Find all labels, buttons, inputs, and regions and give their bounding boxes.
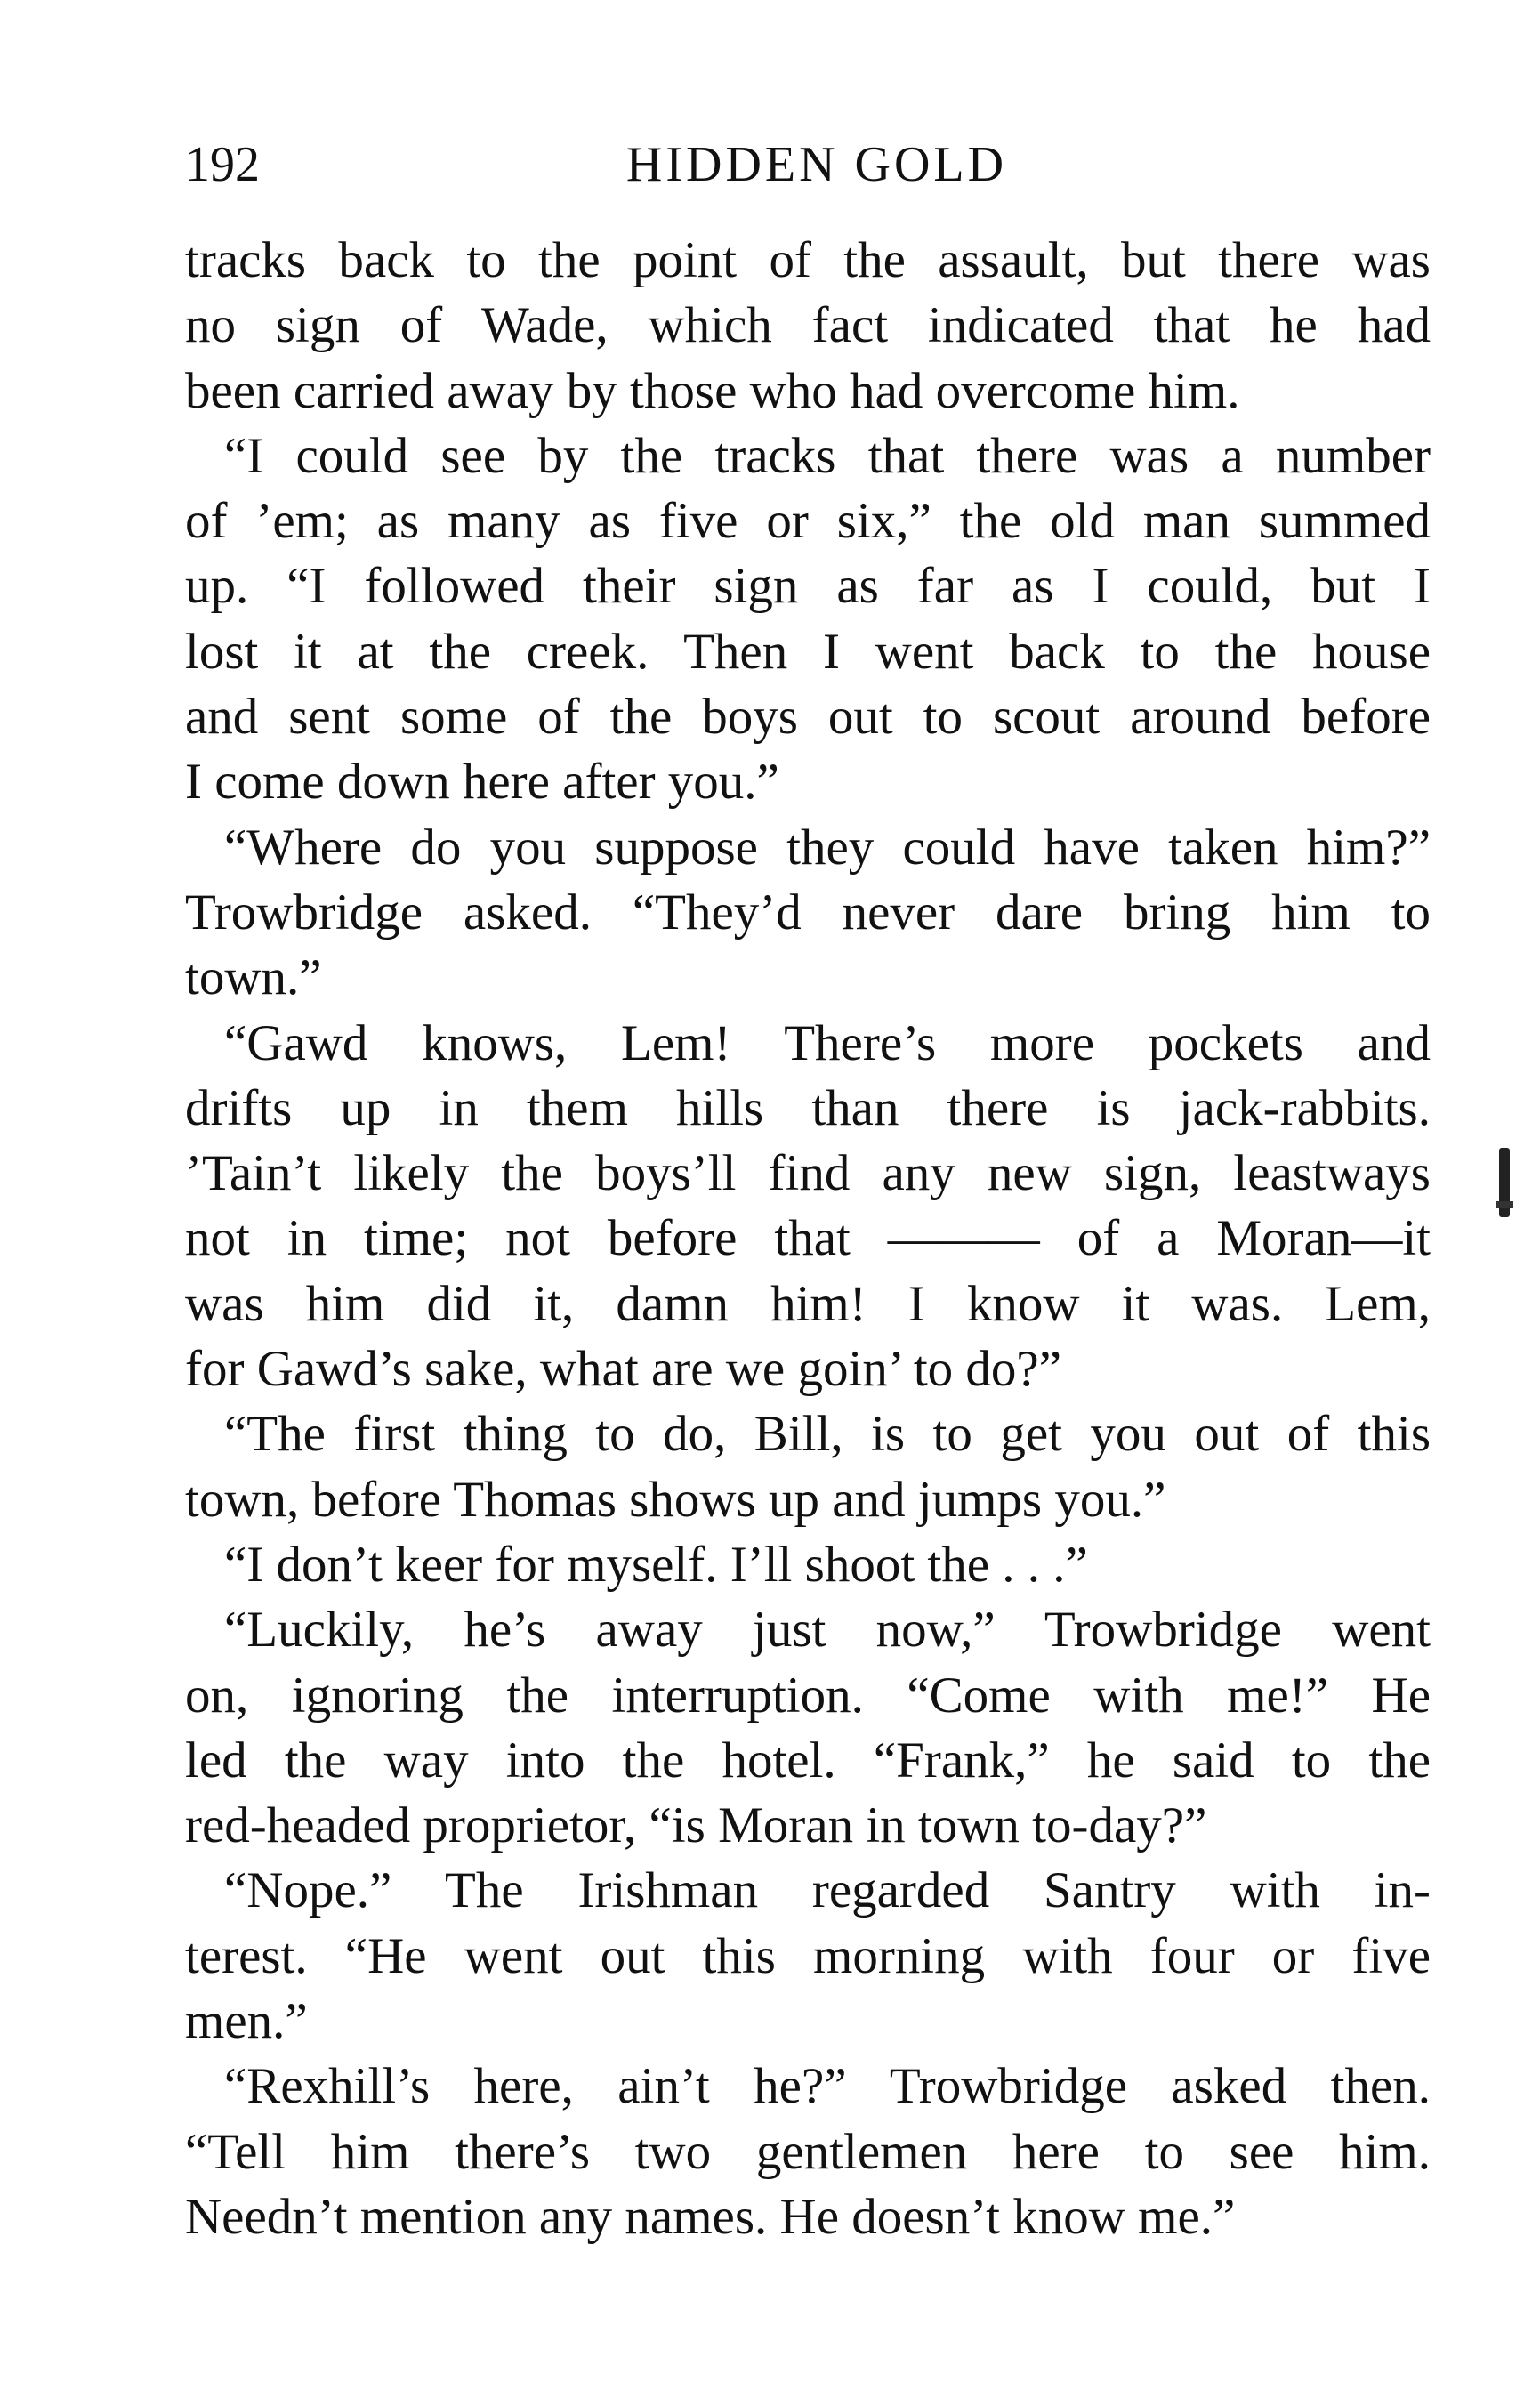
- text-line: “Where do you suppose they could have taken him?”: [224, 819, 1431, 876]
- text-line: tracks back to the point of the assault, but there was: [185, 232, 1431, 288]
- text-line: was him did it, damn him! I know it was. Lem,: [185, 1275, 1431, 1332]
- text-line: I come down here after you.”: [185, 754, 779, 811]
- text-line: “Gawd knows, Lem! There’s more pockets and: [224, 1014, 1431, 1071]
- text-line: and sent some of the boys out to scout around before: [185, 689, 1431, 746]
- text-line: on, ignoring the interruption. “Come with me!” He: [185, 1667, 1431, 1724]
- text-line: terest. “He went out this morning with four or five: [185, 1927, 1431, 1984]
- text-line: no sign of Wade, which fact indicated that he had: [185, 297, 1431, 354]
- margin-ink-mark: [1499, 1148, 1510, 1217]
- text-line: up. “I followed their sign as far as I could, but I: [185, 558, 1431, 615]
- text-line: town.”: [185, 949, 322, 1006]
- text-line: not in time; not before that ——— of a Moran—it: [185, 1210, 1431, 1267]
- text-line: “The first thing to do, Bill, is to get you out of this: [224, 1406, 1431, 1463]
- text-line: lost it at the creek. Then I went back to the house: [185, 623, 1431, 680]
- running-head: [185, 133, 1431, 196]
- page-number: 192: [185, 137, 260, 192]
- text-line: been carried away by those who had overcome him.: [185, 362, 1240, 419]
- text-line: led the way into the hotel. “Frank,” he said to the: [185, 1732, 1431, 1788]
- text-line: red-headed proprietor, “is Moran in town to-day?”: [185, 1797, 1207, 1854]
- text-line: men.”: [185, 1993, 308, 2050]
- text-line: Needn’t mention any names. He doesn’t know me.”: [185, 2188, 1236, 2245]
- text-line: drifts up in them hills than there is jack-rabbits.: [185, 1079, 1431, 1136]
- text-line: for Gawd’s sake, what are we goin’ to do?”: [185, 1341, 1062, 1398]
- book-title: HIDDEN GOLD: [625, 137, 1008, 192]
- text-line: town, before Thomas shows up and jumps you.”: [185, 1471, 1166, 1528]
- text-line: ’Tain’t likely the boys’ll find any new sign, leastways: [185, 1145, 1431, 1202]
- text-line: “Tell him there’s two gentlemen here to see him.: [185, 2123, 1431, 2180]
- text-line: of ’em; as many as five or six,” the old man summed: [185, 493, 1431, 550]
- text-line: “Nope.” The Irishman regarded Santry with in-: [224, 1862, 1431, 1919]
- body-text: [185, 228, 1431, 2249]
- text-line: “I don’t keer for myself. I’ll shoot the . . .”: [224, 1536, 1088, 1593]
- text-line: “Luckily, he’s away just now,” Trowbridge went: [224, 1602, 1431, 1659]
- text-line: Trowbridge asked. “They’d never dare bring him to: [185, 884, 1431, 941]
- text-line: “I could see by the tracks that there was a number: [224, 427, 1431, 484]
- text-line: “Rexhill’s here, ain’t he?” Trowbridge asked then.: [224, 2058, 1431, 2115]
